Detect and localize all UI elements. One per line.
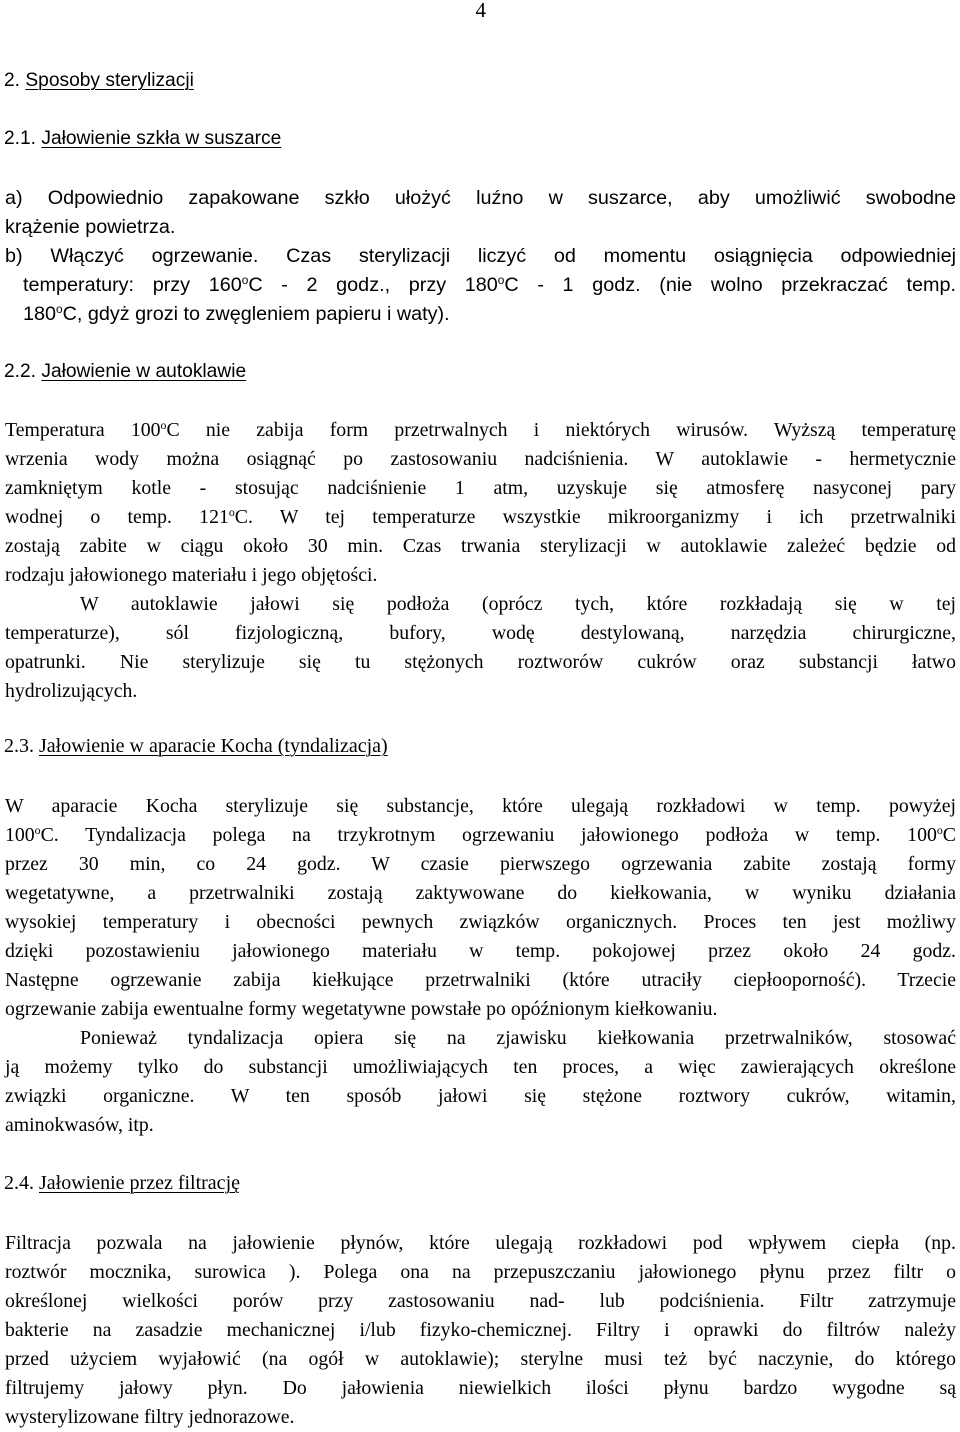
text-run: 100: [5, 824, 35, 846]
text-line: wrzenia wody można osiągnąć po zastosowaniu nadciśnienia. W autoklawie - hermetycznie: [5, 448, 956, 470]
text-run: Temperatura 100: [5, 419, 161, 441]
text-line: przez 30 min, co 24 godz. W czasie pierwszego ogrzewania zabite zostają formy: [5, 853, 956, 875]
text-line: hydrolizujących.: [5, 680, 138, 702]
text-line: ją możemy tylko do substancji umożliwiających ten proces, a więc zawierających określone: [5, 1056, 956, 1078]
subsection-2-3-heading: [4, 735, 388, 758]
text-line: ogrzewanie zabija ewentualne formy wegetatywne powstałe po opóźnionym kiełkowaniu.: [5, 998, 718, 1020]
text-line: rodzaju jałowionego materiału i jego objętości.: [5, 564, 378, 586]
text-line: Filtracja pozwala na jałowienie płynów, które ulegają rozkładowi pod wpływem ciepła (np.: [5, 1232, 956, 1254]
text-run: C, gdyż grozi to zwęgleniem papieru i waty).: [62, 303, 450, 325]
text-line: W autoklawie jałowi się podłoża (oprócz tych, które rozkładają się w tej: [80, 593, 956, 615]
text-line: Następne ogrzewanie zabija kiełkujące przetrwalniki (które utraciły ciepłooporność). Trzecie: [5, 969, 956, 991]
text-line: wegetatywne, a przetrwalniki zostają zaktywowane do kiełkowania, w wyniku działania: [5, 882, 956, 904]
s24-paragraph-1: [5, 1229, 956, 1432]
text-line: dzięki pozostawieniu jałowionego materiału w temp. pokojowej przez około 24 godz.: [5, 940, 956, 962]
text-line: związki organiczne. W ten sposób jałowi się stężone roztwory cukrów, witamin,: [5, 1085, 956, 1107]
subsection-number: 2.3.: [4, 735, 39, 757]
text-line: temperaturze), sól fizjologiczną, bufory, wodę destylowaną, narzędzia chirurgiczne,: [5, 622, 956, 644]
text-line: określonej wielkości porów przy zastosowaniu nad- lub podciśnienia. Filtr zatrzymuje: [5, 1290, 956, 1312]
text-run: C: [942, 824, 956, 846]
superscript: o: [936, 822, 943, 837]
text-run: C - 1 godz. (nie wolno przekraczać temp.: [504, 274, 957, 296]
section-heading: [4, 70, 194, 92]
text-line: [5, 271, 956, 300]
text-run: temperatury: przy 160: [23, 274, 242, 296]
text-line: krążenie powietrza.: [5, 216, 176, 238]
text-run: C. Tyndalizacja polega na trzykrotnym ogrzewaniu jałowionego podłoża w temp. 100: [40, 824, 937, 846]
superscript: o: [241, 272, 249, 287]
s23-paragraph-1: [5, 792, 956, 1024]
text-line: bakterie na zasadzie mechanicznej i/lub fizyko-chemicznej. Filtry i oprawki do filtrów należy: [5, 1319, 956, 1341]
text-line: wysterylizowane filtry jednorazowe.: [5, 1406, 295, 1428]
s21-item-a: [5, 184, 956, 242]
s22-paragraph-2: [5, 590, 956, 706]
text-line: filtrujemy jałowy płyn. Do jałowienia niewielkich ilości płynu bardzo wygodne są: [5, 1377, 956, 1399]
text-line: roztwór mocznika, surowica ). Polega ona na przepuszczaniu jałowionego płynu przez filtr o: [5, 1261, 956, 1283]
section-title: Sposoby sterylizacji: [25, 70, 194, 91]
text-run: C. W tej temperaturze wszystkie mikroorganizmy i ich przetrwalniki: [234, 506, 956, 528]
text-line: [5, 503, 956, 532]
text-line: przed użyciem wyjałowić (na ogół w autoklawie); sterylne musi też być naczynie, do którego: [5, 1348, 956, 1370]
text-line: wysokiej temperatury i obecności pewnych związków organicznych. Proces ten jest możliwy: [5, 911, 956, 933]
page-number: 4: [475, 0, 486, 22]
subsection-2-2-heading: [4, 361, 246, 383]
superscript: o: [34, 822, 41, 837]
superscript: o: [56, 301, 63, 316]
text-run: 180: [23, 303, 57, 325]
superscript: o: [497, 272, 505, 287]
text-line: [5, 416, 956, 445]
subsection-2-1-heading: [4, 128, 281, 150]
subsection-2-4-heading: [4, 1172, 240, 1195]
text-run: wodnej o temp. 121: [5, 506, 229, 528]
text-run: C - 2 godz., przy 180: [248, 274, 498, 296]
subsection-title: Jałowienie przez filtrację: [39, 1172, 240, 1194]
section-number: 2.: [4, 70, 21, 91]
text-line: a) Odpowiednio zapakowane szkło ułożyć luźno w suszarce, aby umożliwić swobodne: [5, 187, 956, 209]
text-line: aminokwasów, itp.: [5, 1114, 154, 1136]
superscript: o: [228, 504, 235, 519]
subsection-title: Jałowienie w aparacie Kocha (tyndalizacja): [39, 735, 388, 757]
subsection-number: 2.2.: [4, 361, 37, 382]
text-line: opatrunki. Nie sterylizuje się tu stężonych roztworów cukrów oraz substancji łatwo: [5, 651, 956, 673]
subsection-number: 2.4.: [4, 1172, 39, 1194]
text-line: W aparacie Kocha sterylizuje się substancje, które ulegają rozkładowi w temp. powyżej: [5, 795, 956, 817]
s23-paragraph-2: [5, 1024, 956, 1140]
text-line: zostają zabite w ciągu około 30 min. Czas trwania sterylizacji w autoklawie zależeć będzie od: [5, 535, 956, 557]
text-line: [5, 300, 956, 329]
superscript: o: [160, 417, 167, 432]
text-line: [5, 821, 956, 850]
subsection-title: Jałowienie w autoklawie: [41, 361, 247, 382]
subsection-number: 2.1.: [4, 128, 37, 149]
subsection-title: Jałowienie szkła w suszarce: [41, 128, 282, 149]
s21-item-b: [5, 242, 956, 329]
text-line: Ponieważ tyndalizacja opiera się na zjawisku kiełkowania przetrwalników, stosować: [80, 1027, 956, 1049]
text-run: C nie zabija form przetrwalnych i niektórych wirusów. Wyższą temperaturę: [166, 419, 956, 441]
s22-paragraph-1: [5, 416, 956, 590]
text-line: zamkniętym kotle - stosując nadciśnienie 1 atm, uzyskuje się atmosferę nasyconej pary: [5, 477, 956, 499]
text-line: b) Włączyć ogrzewanie. Czas sterylizacji liczyć od momentu osiągnięcia odpowiedniej: [5, 245, 956, 267]
